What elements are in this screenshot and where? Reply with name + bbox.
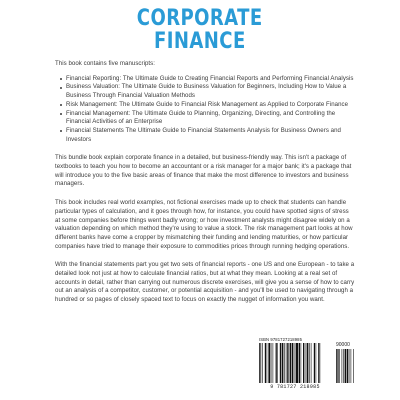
title-line-1: CORPORATE bbox=[137, 6, 263, 31]
barcode-addon-bars bbox=[336, 349, 356, 383]
paragraph-financial-statements: With the financial statements part you get two sets of financial reports - one US and one European - to take a detailed look not just at how to calculate financial ratios, but at what they mean. Looking at a real set of accounts in detail, rather than carrying out numerous discrete exercises, will give you a sense of how to carry out an analysis of a competitor, customer, or potential acquisition - and you'll be used to navigating through a hundred or so pages of closely spaced text to focus on exactly the nugget of information you want. bbox=[55, 261, 355, 304]
cover-title bbox=[0, 8, 400, 53]
manuscript-item: Financial Management: The Ultimate Guide to Planning, Organizing, Directing, and Controlling the Financial Activities of an Enterprise bbox=[62, 110, 355, 127]
price-code: 90000 bbox=[336, 342, 350, 348]
barcode-bars bbox=[259, 343, 331, 383]
paragraph-real-world-examples: This book includes real world examples, not fictional exercises made up to check that students can handle particular types of calculation, and it goes through how, for instance, you could have spotted signs of stress at some companies before things went badly wrong; or how investment analysts might disagree widely on a valuation depending on which method they're using to value a stock. The risk management part looks at how different banks have come a cropper by mismatching their funding and lending maturities, or how particular companies have tried to manage their exposure to commodities prices through running hedging operations. bbox=[55, 199, 353, 250]
isbn-barcode bbox=[257, 337, 357, 392]
isbn-label: ISBN 9781727218985 bbox=[259, 337, 303, 342]
description-body bbox=[55, 60, 355, 315]
intro-text: This book contains five manuscripts: bbox=[55, 60, 156, 67]
isbn-digits: 9 781727 218985 bbox=[270, 384, 320, 390]
paragraph-bundle-overview: This bundle book explain corporate finance in a detailed, but business-friendly way. This isn't a package of textbooks to teach you how to become an accountant or a risk manager for a major bank; it's a package that will introduce you to the five basic areas of finance that make the most difference to investors and business managers. bbox=[55, 154, 352, 188]
manuscript-item: Financial Reporting: The Ultimate Guide to Creating Financial Reports and Performing Financial Analysis bbox=[62, 75, 355, 84]
manuscript-item: Risk Management: The Ultimate Guide to Financial Risk Management as Applied to Corporate Finance bbox=[62, 101, 355, 110]
manuscript-list bbox=[55, 75, 355, 145]
title-line-2: FINANCE bbox=[154, 29, 246, 54]
manuscript-item: Business Valuation: The Ultimate Guide to Business Valuation for Beginners, Including How to Value a Business Through Financial Valuation Methods bbox=[62, 83, 355, 100]
manuscript-item: Financial Statements The Ultimate Guide to Financial Statements Analysis for Business Owners and Investors bbox=[62, 127, 355, 144]
